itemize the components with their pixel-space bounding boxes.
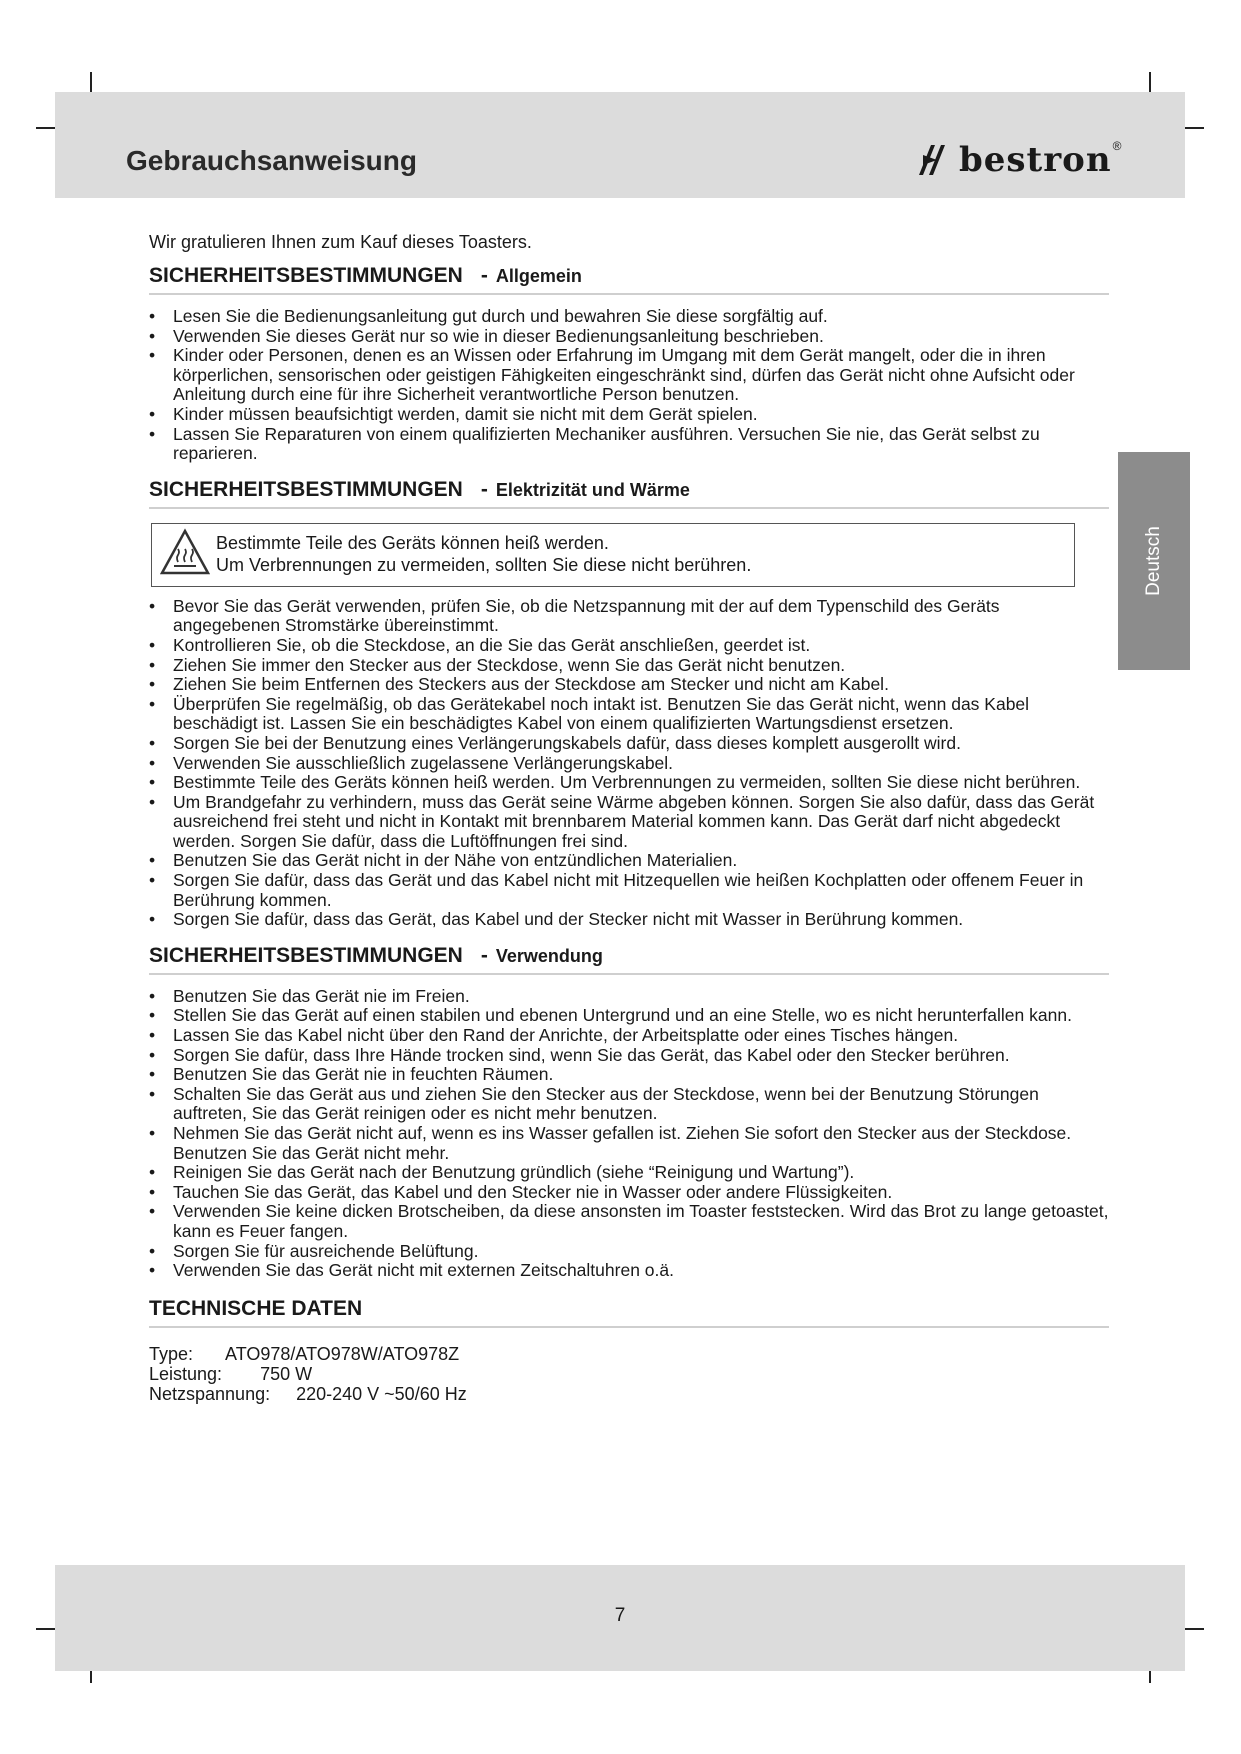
list-item: • Benutzen Sie das Gerät nie im Freien. [149, 987, 1109, 1007]
section-subtitle: Elektrizität und Wärme [495, 479, 690, 500]
heading-dash: - [480, 264, 488, 287]
hot-surface-warning-icon [160, 528, 210, 576]
tech-label: Leistung: [149, 1363, 223, 1384]
list-item: • Lassen Sie Reparaturen von einem qualifizierten Mechaniker ausführen. Versuchen Sie nie, das Gerät selbst zu reparieren. [149, 425, 1109, 464]
list-item: • Verwenden Sie keine dicken Brotscheiben, da diese ansonsten im Toaster feststecken. Wird das Brot zu lange getoastet, kann es Feuer fangen. [149, 1202, 1109, 1241]
list-item: • Sorgen Sie dafür, dass das Gerät und das Kabel nicht mit Hitzequellen wie heißen Kochplatten oder offenem Feuer in Berührung kommen. [149, 871, 1109, 910]
page-title: Gebrauchsanweisung [126, 145, 417, 176]
brand-logo [917, 138, 1121, 182]
list-item: • Lassen Sie das Kabel nicht über den Rand der Anrichte, der Arbeitsplatte oder eines Tisches hängen. [149, 1026, 1109, 1046]
list-item: • Sorgen Sie bei der Benutzung eines Verlängerungskabels dafür, dass dieses komplett ausgerollt wird. [149, 734, 1109, 754]
warning-line: Um Verbrennungen zu vermeiden, sollten Sie diese nicht berühren. [216, 554, 752, 575]
list-item: • Reinigen Sie das Gerät nach der Benutzung gründlich (siehe “Reinigung und Wartung”). [149, 1163, 1109, 1183]
list-item: • Sorgen Sie dafür, dass Ihre Hände trocken sind, wenn Sie das Gerät, das Kabel oder den Stecker berühren. [149, 1046, 1109, 1066]
list-item: • Tauchen Sie das Gerät, das Kabel und den Stecker nie in Wasser oder andere Flüssigkeiten. [149, 1183, 1109, 1203]
section-subtitle: Allgemein [495, 266, 582, 286]
list-item: • Stellen Sie das Gerät auf einen stabilen und ebenen Untergrund und an eine Stelle, wo es nicht herunterfallen kann. [149, 1006, 1109, 1026]
list-item: • Sorgen Sie für ausreichende Belüftung. [149, 1242, 1109, 1262]
list-item: • Verwenden Sie das Gerät nicht mit externen Zeitschaltuhren o.ä. [149, 1261, 1109, 1281]
tech-row-type [149, 1344, 1109, 1364]
language-tab-label: Deutsch [1143, 526, 1164, 596]
list-item: • Verwenden Sie ausschließlich zugelassene Verlängerungskabel. [149, 754, 1109, 774]
list-item: • Nehmen Sie das Gerät nicht auf, wenn es ins Wasser gefallen ist. Ziehen Sie sofort den Stecker aus der Steckdose. Benutzen Sie das Gerät nicht mehr. [149, 1124, 1109, 1163]
language-tab [1118, 452, 1190, 670]
tech-label: Type: [149, 1343, 194, 1364]
list-item: • Kinder oder Personen, denen es an Wissen oder Erfahrung im Umgang mit dem Gerät mangelt, oder die in ihren körperlichen, sensorischen oder geistigen Fähigkeiten eingeschränkt sind, dürfen das Gerät nicht ohne Aufsicht oder Anleitung durch eine für ihre Sicherheit verantwortliche Person benutzen. [149, 346, 1109, 405]
list-item: • Schalten Sie das Gerät aus und ziehen Sie den Stecker aus der Steckdose, wenn bei der Benutzung Störungen auftreten, Sie das Gerät reinigen oder es nicht mehr benutzen. [149, 1085, 1109, 1124]
header-band [55, 92, 1185, 198]
list-item: • Kontrollieren Sie, ob die Steckdose, an die Sie das Gerät anschließen, geerdet ist. [149, 636, 1109, 656]
heading-dash: - [480, 477, 488, 501]
section-title: TECHNISCHE DATEN [149, 1296, 363, 1320]
tech-value: 220-240 V ~50/60 Hz [296, 1383, 467, 1404]
section-heading-usage [149, 944, 1109, 975]
section-subtitle: Verwendung [495, 945, 603, 966]
brand-chevrons-icon [917, 143, 953, 177]
hot-surface-warning [151, 523, 1075, 587]
tech-row-voltage [149, 1384, 1109, 1404]
list-item: • Sorgen Sie dafür, dass das Gerät, das Kabel und der Stecker nicht mit Wasser in Berührung kommen. [149, 910, 1109, 930]
tech-value: 750 W [260, 1363, 313, 1384]
list-item: • Kinder müssen beaufsichtigt werden, damit sie nicht mit dem Gerät spielen. [149, 405, 1109, 425]
content [149, 230, 1109, 1404]
bullet-list-general [149, 307, 1109, 464]
brand-name: bestron [959, 140, 1112, 180]
section-heading-tech [149, 1297, 1109, 1328]
list-item: • Ziehen Sie beim Entfernen des Steckers aus der Steckdose am Stecker und nicht am Kabel. [149, 675, 1109, 695]
section-title: SICHERHEITSBESTIMMUNGEN [149, 943, 463, 967]
list-item: • Benutzen Sie das Gerät nie in feuchten Räumen. [149, 1065, 1109, 1085]
list-item: • Verwenden Sie dieses Gerät nur so wie in dieser Bedienungsanleitung beschrieben. [149, 327, 1109, 347]
section-heading-general [149, 264, 1109, 295]
page-number: 7 [614, 1605, 626, 1626]
section-heading-electricity [149, 478, 1109, 509]
trademark-symbol: ® [1112, 139, 1122, 153]
section-title: SICHERHEITSBESTIMMUNGEN [149, 477, 463, 501]
warning-line: Bestimmte Teile des Geräts können heiß werden. [216, 532, 609, 553]
heading-dash: - [480, 943, 488, 967]
tech-value: ATO978/ATO978W/ATO978Z [225, 1343, 460, 1364]
list-item: • Bevor Sie das Gerät verwenden, prüfen Sie, ob die Netzspannung mit der auf dem Typenschild des Geräts angegebenen Stromstärke übereinstimmt. [149, 597, 1109, 636]
tech-row-power [149, 1364, 1109, 1384]
section-title: SICHERHEITSBESTIMMUNGEN [149, 264, 463, 287]
bullet-list-usage [149, 987, 1109, 1281]
bullet-list-electricity [149, 597, 1109, 930]
tech-label: Netzspannung: [149, 1383, 271, 1404]
list-item: • Um Brandgefahr zu verhindern, muss das Gerät seine Wärme abgeben können. Sorgen Sie also dafür, dass das Gerät ausreichend frei steht und nicht in Kontakt mit brennbarem Material kommen kann. Das Gerät darf nicht abgedeckt werden. Sorgen Sie dafür, dass die Luftöffnungen frei sind. [149, 793, 1109, 852]
list-item: • Lesen Sie die Bedienungsanleitung gut durch und bewahren Sie diese sorgfältig auf. [149, 307, 1109, 327]
list-item: • Benutzen Sie das Gerät nicht in der Nähe von entzündlichen Materialien. [149, 851, 1109, 871]
list-item: • Bestimmte Teile des Geräts können heiß werden. Um Verbrennungen zu vermeiden, sollten Sie diese nicht berühren. [149, 773, 1109, 793]
list-item: • Überprüfen Sie regelmäßig, ob das Gerätekabel noch intakt ist. Benutzen Sie das Gerät nicht, wenn das Kabel beschädigt ist. Lassen Sie ein beschädigtes Kabel von einem qualifizierten Wartungsdienst ersetzen. [149, 695, 1109, 734]
list-item: • Ziehen Sie immer den Stecker aus der Steckdose, wenn Sie das Gerät nicht benutzen. [149, 656, 1109, 676]
footer-band [55, 1565, 1185, 1671]
intro-text: Wir gratulieren Ihnen zum Kauf dieses Toasters. [149, 232, 532, 252]
